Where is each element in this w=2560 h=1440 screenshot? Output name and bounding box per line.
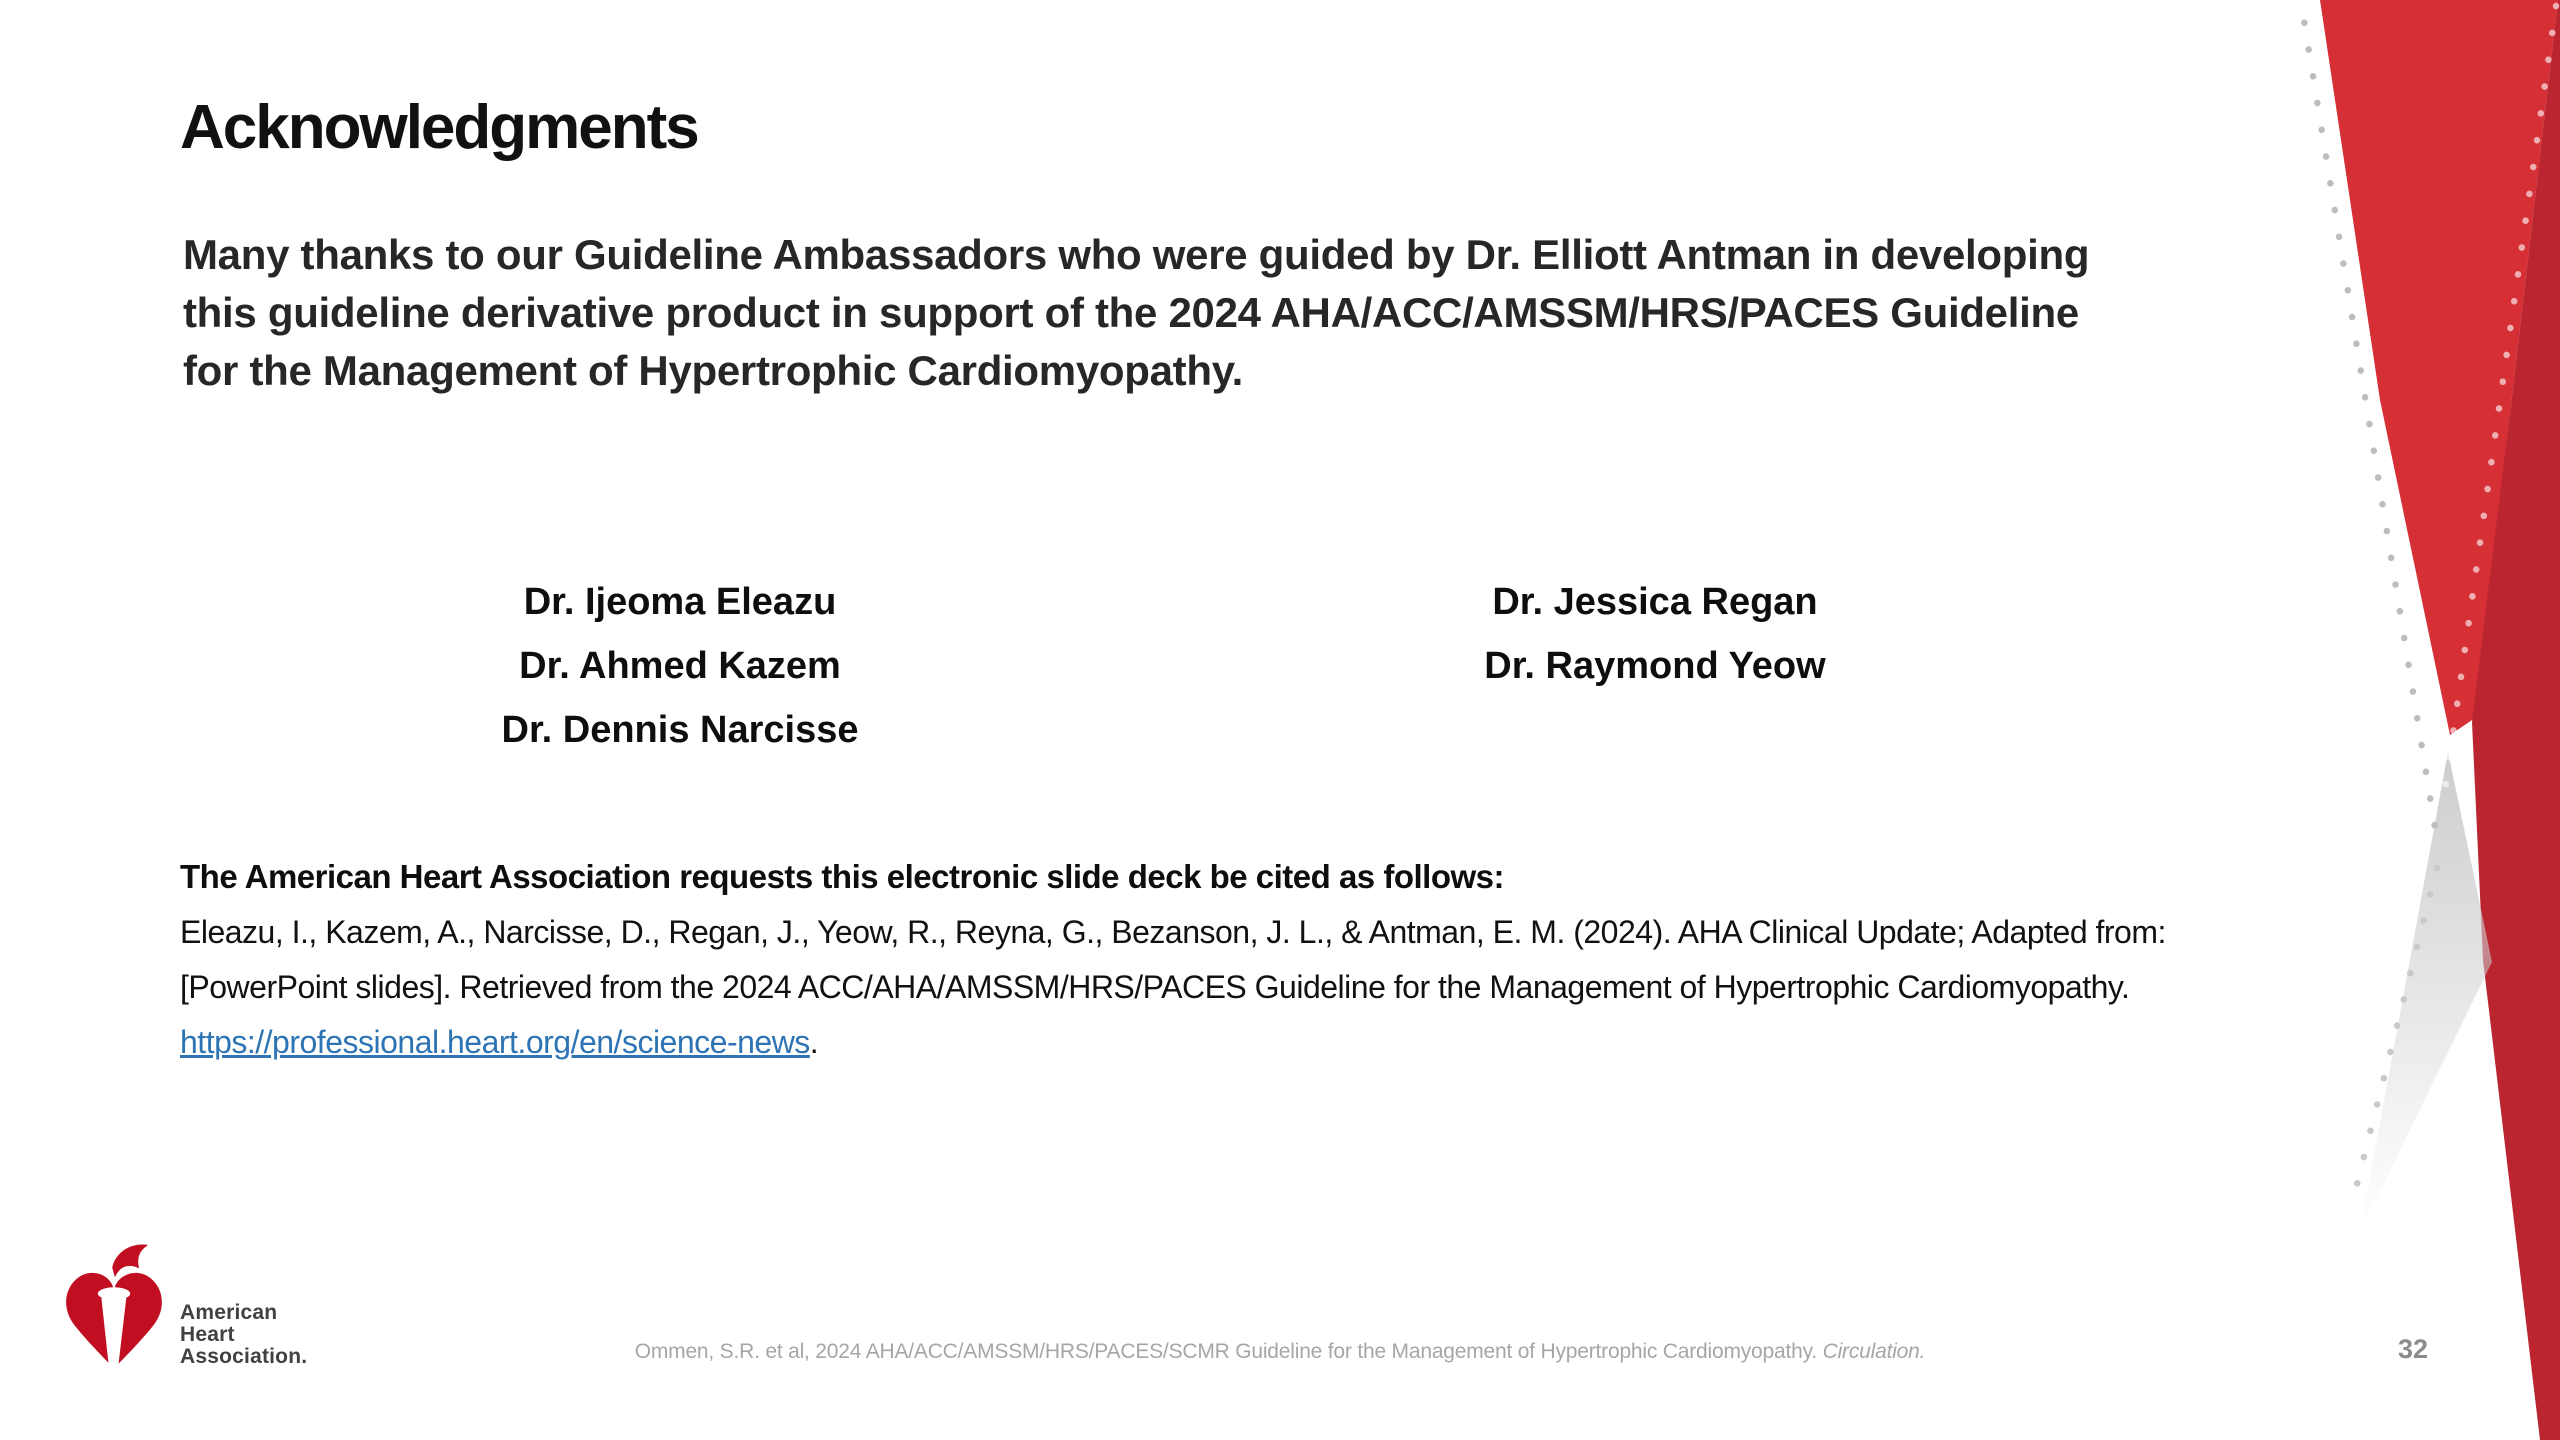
- slide-title: Acknowledgments: [180, 93, 698, 162]
- page-number: 32: [2398, 1334, 2429, 1364]
- citation-link[interactable]: https://professional.heart.org/en/science-news: [180, 1024, 810, 1060]
- ambassador-name: Dr. Ahmed Kazem: [519, 645, 841, 687]
- ambassador-name: Dr. Ijeoma Eleazu: [523, 581, 837, 623]
- ambassador-column-left: [410, 570, 950, 762]
- logo-wordmark-line2: Heart: [180, 1323, 235, 1346]
- citation-heading: The American Heart Association requests this electronic slide deck be cited as follows:: [180, 858, 1504, 895]
- ambassador-name: Dr. Dennis Narcisse: [501, 709, 859, 751]
- aha-heart-torch-icon: [60, 1238, 168, 1396]
- right-ribbon-graphic: [2240, 0, 2560, 1440]
- logo-wordmark-line1: American: [180, 1301, 278, 1324]
- citation-paragraph: [180, 905, 2170, 1070]
- logo-wordmark-line3: Association.: [180, 1345, 308, 1368]
- footer-citation: [0, 1340, 2560, 1364]
- ribbon-gray-shape: [2360, 752, 2492, 1232]
- ambassador-column-right: [1385, 570, 1925, 698]
- ambassador-name: Dr. Jessica Regan: [1492, 581, 1818, 623]
- citation-text-end: .: [809, 1024, 819, 1060]
- ambassador-name: Dr. Raymond Yeow: [1484, 645, 1826, 687]
- footer-citation-journal: Circulation.: [1822, 1340, 1926, 1363]
- footer-citation-text: Ommen, S.R. et al, 2024 AHA/ACC/AMSSM/HRS/PACES/SCMR Guideline for the Management of Hypertrophic Cardiomyopathy.: [634, 1340, 1823, 1363]
- citation-text: Eleazu, I., Kazem, A., Narcisse, D., Regan, J., Yeow, R., Reyna, G., Bezanson, J. L., & Antman, E. M. (2024). AHA Clinical Update; Adapted from: [PowerPoint slides]. Retrieved from the 2024 ACC/AHA/AMSSM/HRS/PACES Guideline for the Management of Hypertrophic Cardiomyopathy.: [180, 914, 2166, 1005]
- intro-paragraph: Many thanks to our Guideline Ambassadors who were guided by Dr. Elliott Antman in developing this guideline derivative product in support of the 2024 AHA/ACC/AMSSM/HRS/PACES Guideline for the Management of Hypertrophic Cardiomyopathy.: [183, 231, 2090, 394]
- aha-logo: [60, 1238, 390, 1403]
